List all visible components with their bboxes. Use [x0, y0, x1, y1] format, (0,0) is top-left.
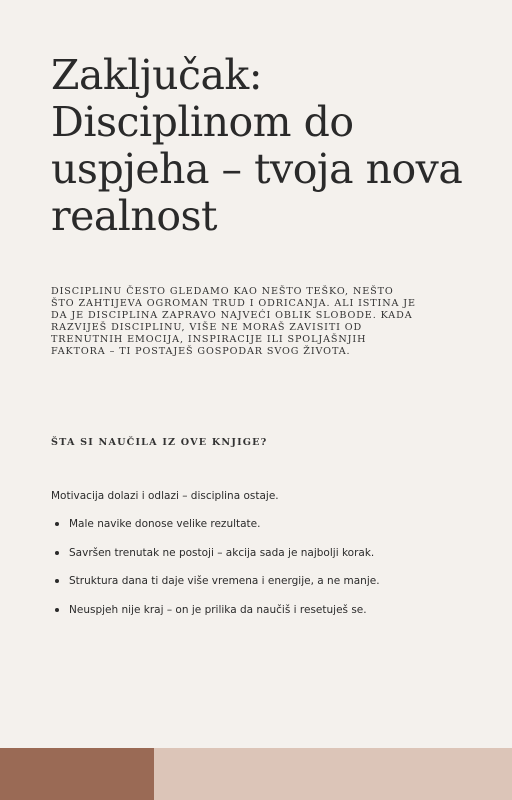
lead-sentence: Motivacija dolazi i odlazi – disciplina ostaje.: [51, 490, 279, 502]
intro-paragraph: DISCIPLINU ČESTO GLEDAMO KAO NEŠTO TEŠKO, NEŠTO ŠTO ZAHTIJEVA OGROMAN TRUD I ODRICANJA. ALI ISTINA JE DA JE DISCIPLINA ZAPRAVO NAJVEĆI OBLIK SLOBODE. KADA RAZVIJEŠ DISCIPLINU, VIŠE NE MORAŠ ZAVISITI OD TRENUTNIH EMOCIJA, INSPIRACIJE ILI SPOLJAŠNJIH FAKTORA – TI POSTAJEŠ GOSPODAR SVOG ŽIVOTA.: [51, 286, 416, 357]
list-item: Male navike donose velike rezultate.: [51, 517, 380, 546]
takeaways-list: [51, 517, 380, 631]
footer-band-dark: [0, 748, 154, 800]
list-item: Savršen trenutak ne postoji – akcija sada je najbolji korak.: [51, 546, 380, 575]
list-item: Struktura dana ti daje više vremena i energije, a ne manje.: [51, 574, 380, 603]
footer-band-light: [154, 748, 512, 800]
list-item: Neuspjeh nije kraj – on je prilika da naučiš i resetuješ se.: [51, 603, 380, 632]
page-title: Zaključak: Disciplinom do uspjeha – tvoja nova realnost: [51, 51, 463, 240]
section-heading: ŠTA SI NAUČILA IZ OVE KNJIGE?: [51, 437, 268, 448]
